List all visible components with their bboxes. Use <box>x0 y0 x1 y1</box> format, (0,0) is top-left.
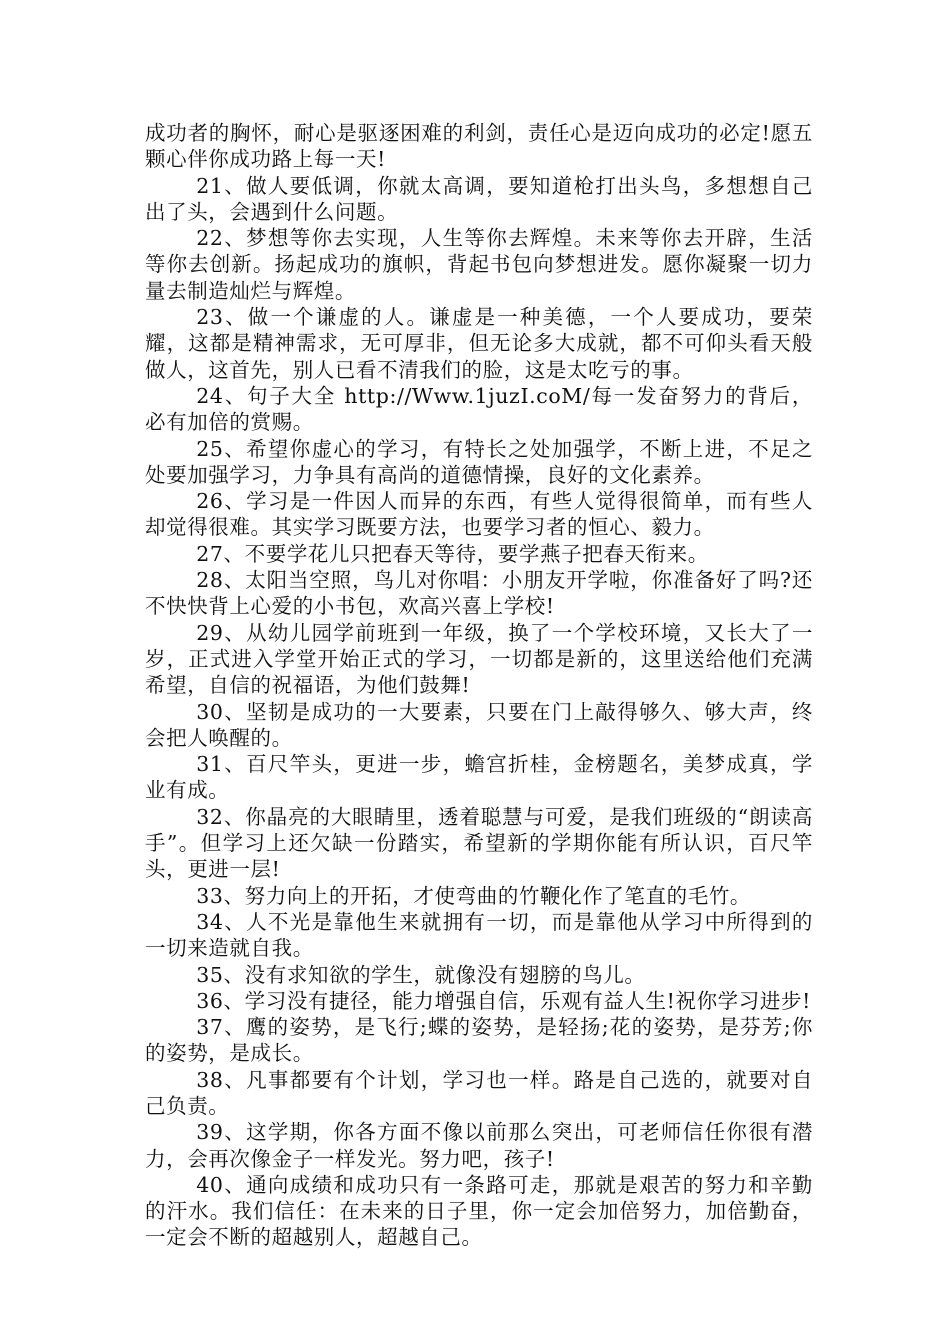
paragraph-36: 36、学习没有捷径，能力增强自信，乐观有益人生!祝你学习进步! <box>196 988 811 1013</box>
paragraph-28: 28、太阳当空照，鸟儿对你唱：小朋友开学啦，你准备好了吗?还不快快背上心爱的小书包，欢高兴喜上学校! <box>145 568 813 619</box>
paragraph-29: 29、从幼儿园学前班到一年级，换了一个学校环境，又长大了一岁，正式进入学堂开始正式的学习，一切都是新的，这里送给他们充满希望，自信的祝福语，为他们鼓舞! <box>145 620 813 698</box>
paragraph-27: 27、不要学花儿只把春天等待，要学燕子把春天衔来。 <box>196 541 709 566</box>
paragraph-21: 21、做人要低调，你就太高调，要知道枪打出头鸟，多想想自己出了头，会遇到什么问题。 <box>145 173 813 224</box>
paragraph-30: 30、坚韧是成功的一大要素，只要在门上敲得够久、够大声，终会把人唤醒的。 <box>145 699 813 750</box>
paragraph-35: 35、没有求知欲的学生，就像没有翅膀的鸟儿。 <box>196 962 646 987</box>
paragraph-39: 39、这学期，你各方面不像以前那么突出，可老师信任你很有潜力，会再次像金子一样发光。努力吧，孩子! <box>145 1120 813 1171</box>
paragraph-26: 26、学习是一件因人而异的东西，有些人觉得很简单，而有些人却觉得很难。其实学习既要方法，也要学习者的恒心、毅力。 <box>145 489 813 540</box>
paragraph-34: 34、人不光是靠他生来就拥有一切，而是靠他从学习中所得到的一切来造就自我。 <box>145 909 813 961</box>
paragraph-continuation: 成功者的胸怀，耐心是驱逐困难的利剑，责任心是迈向成功的必定!愿五颗心伴你成功路上每一天! <box>145 121 813 172</box>
paragraph-23: 23、做一个谦虚的人。谦虚是一种美德，一个人要成功，要荣耀，这都是精神需求，无可厚非，但无论多大成就，都不可仰头看天般做人，这首先，别人已看不清我们的脸，这是太吃亏的事。 <box>145 305 813 382</box>
paragraph-25: 25、希望你虚心的学习，有特长之处加强学，不断上进，不足之处要加强学习，力争具有高尚的道德情操，良好的文化素养。 <box>145 436 813 487</box>
paragraph-22: 22、梦想等你去实现，人生等你去辉煌。未来等你去开辟，生活等你去创新。扬起成功的旗帜，背起书包向梦想进发。愿你凝聚一切力量去制造灿烂与辉煌。 <box>145 226 813 303</box>
paragraph-33: 33、努力向上的开拓，才使弯曲的竹鞭化作了笔直的毛竹。 <box>196 883 752 908</box>
paragraph-24: 24、句子大全 http://Www.1juzI.coM/每一发奋努力的背后，必有加倍的赏赐。 <box>145 383 813 435</box>
document-body <box>145 120 813 1251</box>
paragraph-31: 31、百尺竿头，更进一步，蟾宫折桂，金榜题名，美梦成真，学业有成。 <box>145 752 813 803</box>
paragraph-37: 37、鹰的姿势，是飞行;蝶的姿势，是轻扬;花的姿势，是芬芳;你的姿势，是成长。 <box>145 1015 813 1066</box>
paragraph-40: 40、通向成绩和成功只有一条路可走，那就是艰苦的努力和辛勤的汗水。我们信任：在未来的日子里，你一定会加倍努力，加倍勤奋，一定会不断的超越别人，超越自己。 <box>145 1172 813 1250</box>
paragraph-32: 32、你晶亮的大眼睛里，透着聪慧与可爱，是我们班级的“朗读高手”。但学习上还欠缺一份踏实，希望新的学期你能有所认识，百尺竿头，更进一层! <box>145 804 813 882</box>
paragraph-38: 38、凡事都要有个计划，学习也一样。路是自己选的，就要对自己负责。 <box>145 1067 813 1118</box>
